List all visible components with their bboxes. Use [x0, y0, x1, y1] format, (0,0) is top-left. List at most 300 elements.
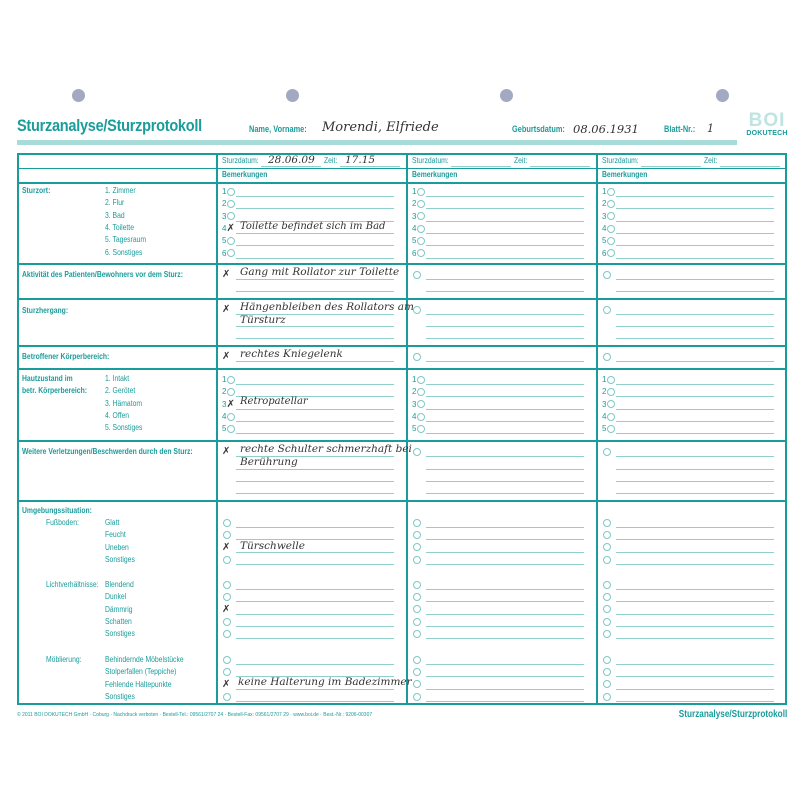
- write-line: [426, 421, 584, 422]
- write-line: [236, 638, 394, 639]
- option-checkbox[interactable]: [412, 592, 421, 602]
- option-checkbox[interactable]: [222, 305, 230, 315]
- sheet-number-label: Blatt-Nr.:: [664, 124, 696, 134]
- option-checkbox[interactable]: [222, 692, 231, 702]
- option-checkbox[interactable]: [602, 667, 611, 677]
- option-number: 5: [412, 424, 417, 434]
- option-checkbox[interactable]: [602, 249, 615, 259]
- handwritten-note[interactable]: Gang mit Rollator zur Toilette: [240, 266, 400, 278]
- handwritten-note[interactable]: Hängenbleiben des Rollators am: [240, 301, 414, 313]
- option-checkbox[interactable]: [602, 236, 615, 246]
- option-checkbox[interactable]: [222, 592, 231, 602]
- option-checkbox[interactable]: [602, 605, 611, 615]
- option-checkbox[interactable]: [412, 412, 425, 422]
- fussboden-option: Feucht: [105, 530, 126, 540]
- check-x-icon: ✗: [222, 603, 231, 615]
- option-checkbox[interactable]: [412, 375, 425, 385]
- circle-icon: [417, 200, 425, 208]
- write-line: [426, 676, 584, 677]
- option-checkbox[interactable]: [222, 387, 235, 397]
- name-field[interactable]: Morendi, Elfriede: [322, 120, 439, 135]
- write-line: [616, 245, 774, 246]
- option-number: 5: [222, 424, 227, 434]
- option-checkbox[interactable]: [602, 680, 611, 690]
- handwritten-note[interactable]: Türschwelle: [240, 540, 305, 552]
- circle-icon: [413, 519, 421, 527]
- label-verletzungen: Weitere Verletzungen/Beschwerden durch den Sturz:: [22, 447, 193, 456]
- punch-hole: [286, 89, 299, 102]
- label-fussboden: Fußboden:: [46, 518, 79, 527]
- write-line: [426, 493, 584, 494]
- option-number: 4: [602, 411, 607, 421]
- option-checkbox[interactable]: [222, 352, 230, 362]
- option-checkbox[interactable]: [412, 655, 421, 665]
- option-checkbox[interactable]: [602, 424, 615, 434]
- option-checkbox[interactable]: [222, 270, 230, 280]
- handwritten-note[interactable]: Retropatellar: [240, 396, 308, 407]
- option-checkbox[interactable]: [412, 667, 421, 677]
- write-line: [616, 638, 774, 639]
- circle-icon: [603, 519, 611, 527]
- fall-time-field[interactable]: 17.15: [345, 154, 376, 166]
- option-checkbox[interactable]: [412, 530, 421, 540]
- write-line: [236, 601, 394, 602]
- circle-icon: [603, 353, 611, 361]
- check-x-icon: ✗: [222, 446, 231, 457]
- time-line: [530, 166, 590, 167]
- option-checkbox[interactable]: [222, 530, 231, 540]
- write-line: [236, 409, 394, 410]
- write-line: [236, 361, 394, 362]
- label-moeblierung: Möblierung:: [46, 655, 82, 664]
- write-line: [616, 279, 774, 280]
- circle-icon: [603, 668, 611, 676]
- write-line: [236, 208, 394, 209]
- write-line: [426, 552, 584, 553]
- fall-date-field[interactable]: 28.06.09: [268, 154, 315, 166]
- check-x-icon: ✗: [222, 304, 231, 315]
- write-line: [236, 481, 394, 482]
- option-number: 1: [412, 375, 417, 384]
- check-x-icon: ✗: [222, 541, 231, 553]
- licht-option: Blendend: [105, 580, 134, 589]
- write-line: [616, 481, 774, 482]
- circle-icon: [223, 668, 231, 676]
- handwritten-note[interactable]: keine Halterung im Badezimmer: [238, 676, 412, 688]
- sturzort-option: 3. Bad: [105, 210, 125, 220]
- circle-icon: [417, 249, 425, 257]
- write-line: [616, 338, 774, 339]
- write-line: [236, 469, 394, 470]
- write-line: [426, 601, 584, 602]
- date-line: [451, 166, 511, 167]
- option-number: 4: [412, 411, 417, 421]
- option-checkbox[interactable]: [602, 305, 611, 315]
- circle-icon: [413, 656, 421, 664]
- option-number: 5: [602, 236, 607, 246]
- hautzustand-option: 5. Sonstiges: [105, 423, 143, 433]
- option-checkbox[interactable]: [412, 543, 421, 553]
- label-sturzort: Sturzort:: [22, 186, 51, 195]
- write-line: [426, 433, 584, 434]
- punch-hole: [72, 89, 85, 102]
- option-checkbox[interactable]: [412, 580, 421, 590]
- write-line: [236, 384, 394, 385]
- remarks-label: Bemerkungen: [602, 170, 648, 179]
- write-line: [426, 564, 584, 565]
- write-line: [616, 676, 774, 677]
- circle-icon: [413, 668, 421, 676]
- option-number: 1: [222, 187, 227, 196]
- write-line: [616, 326, 774, 327]
- circle-icon: [227, 200, 235, 208]
- write-line: [616, 564, 774, 565]
- option-number: 4: [602, 223, 607, 233]
- option-checkbox[interactable]: [602, 270, 611, 280]
- option-checkbox[interactable]: [602, 400, 615, 410]
- circle-icon: [417, 376, 425, 384]
- circle-icon: [603, 271, 611, 279]
- option-checkbox[interactable]: [602, 530, 611, 540]
- handwritten-note[interactable]: rechtes Kniegelenk: [240, 348, 343, 360]
- label-aktivitaet: Aktivität des Patienten/Bewohners vor dem Sturz:: [22, 270, 183, 279]
- option-checkbox[interactable]: [602, 580, 611, 590]
- option-number: 2: [222, 387, 227, 397]
- label-umgebung: Umgebungssituation:: [22, 506, 92, 515]
- circle-icon: [607, 388, 615, 396]
- option-checkbox[interactable]: [412, 629, 421, 639]
- write-line: [236, 701, 394, 702]
- circle-icon: [227, 425, 235, 433]
- option-checkbox[interactable]: [602, 629, 611, 639]
- footer-imprint: © 2011 BOI DOKUTECH GmbH · Coburg · Nachdruck verboten · Bestell-Tel.: 09561/2707 24 · Bestell-Fax: 09561/2707 29 · www.boi.de · Best.-Nr.: 9206-00307: [17, 712, 373, 718]
- column-divider: [406, 155, 408, 703]
- write-line: [616, 433, 774, 434]
- hautzustand-option: 2. Gerötet: [105, 386, 136, 396]
- page-title: Sturzanalyse/Sturzprotokoll: [17, 117, 202, 135]
- option-checkbox[interactable]: [222, 400, 234, 410]
- option-number: 6: [602, 248, 607, 258]
- option-checkbox[interactable]: [412, 555, 421, 565]
- write-line: [616, 233, 774, 234]
- write-line: [236, 258, 394, 259]
- licht-option: Sonstiges: [105, 629, 135, 639]
- check-x-icon: ✗: [226, 398, 235, 410]
- column-divider: [596, 155, 598, 703]
- write-line: [426, 664, 584, 665]
- write-line: [426, 409, 584, 410]
- option-checkbox[interactable]: [412, 224, 425, 234]
- circle-icon: [607, 425, 615, 433]
- handwritten-note[interactable]: rechte Schulter schmerzhaft bei: [240, 443, 412, 455]
- write-line: [616, 221, 774, 222]
- write-line: [426, 469, 584, 470]
- write-line: [616, 384, 774, 385]
- option-checkbox[interactable]: [222, 236, 235, 246]
- option-checkbox[interactable]: [412, 187, 425, 197]
- option-checkbox[interactable]: [602, 352, 611, 362]
- circle-icon: [607, 237, 615, 245]
- write-line: [616, 361, 774, 362]
- option-checkbox[interactable]: [412, 692, 421, 702]
- write-line: [236, 279, 394, 280]
- moeblierung-option: Fehlende Haltepunkte: [105, 679, 172, 689]
- write-line: [616, 493, 774, 494]
- fussboden-option: Glatt: [105, 518, 120, 527]
- footer-title: Sturzanalyse/Sturzprotokoll: [678, 709, 787, 720]
- circle-icon: [417, 388, 425, 396]
- write-line: [426, 614, 584, 615]
- circle-icon: [223, 618, 231, 626]
- write-line: [236, 614, 394, 615]
- label-koerperbereich: Betroffener Körperbereich:: [22, 352, 110, 361]
- circle-icon: [417, 425, 425, 433]
- circle-icon: [607, 249, 615, 257]
- write-line: [616, 614, 774, 615]
- option-checkbox[interactable]: [222, 187, 235, 197]
- option-number: 5: [222, 236, 227, 246]
- punch-hole: [500, 89, 513, 102]
- option-checkbox[interactable]: [222, 580, 231, 590]
- time-line: [720, 166, 780, 167]
- logo-text: DOKUTECH: [746, 130, 788, 137]
- write-line: [616, 701, 774, 702]
- logo-mark: BOI: [748, 110, 786, 131]
- option-checkbox[interactable]: [222, 212, 235, 222]
- option-checkbox[interactable]: [412, 400, 425, 410]
- sturzort-option: 2. Flur: [105, 198, 125, 208]
- option-checkbox[interactable]: [222, 375, 235, 385]
- write-line: [426, 589, 584, 590]
- option-number: 5: [602, 424, 607, 434]
- time-label: Zeit:: [324, 156, 338, 165]
- circle-icon: [603, 630, 611, 638]
- option-checkbox[interactable]: [412, 270, 421, 280]
- write-line: [236, 564, 394, 565]
- option-checkbox[interactable]: [412, 387, 425, 397]
- circle-icon: [413, 581, 421, 589]
- option-checkbox[interactable]: [412, 212, 425, 222]
- option-checkbox[interactable]: [222, 447, 230, 457]
- write-line: [426, 456, 584, 457]
- check-x-icon: ✗: [222, 678, 231, 690]
- circle-icon: [223, 593, 231, 601]
- date-line: [261, 166, 321, 167]
- option-checkbox[interactable]: [602, 592, 611, 602]
- circle-icon: [417, 237, 425, 245]
- option-checkbox[interactable]: [222, 518, 231, 528]
- option-checkbox[interactable]: [602, 447, 611, 457]
- label-sturzhergang: Sturzhergang:: [22, 306, 69, 315]
- option-checkbox[interactable]: [602, 655, 611, 665]
- circle-icon: [413, 605, 421, 613]
- write-line: [426, 196, 584, 197]
- write-line: [236, 527, 394, 528]
- write-line: [236, 626, 394, 627]
- option-checkbox[interactable]: [602, 387, 615, 397]
- option-checkbox[interactable]: [222, 680, 230, 690]
- circle-icon: [603, 618, 611, 626]
- option-number: 2: [412, 387, 417, 397]
- circle-icon: [417, 188, 425, 196]
- option-checkbox[interactable]: [222, 667, 231, 677]
- option-checkbox[interactable]: [222, 199, 235, 209]
- check-x-icon: ✗: [222, 351, 231, 362]
- circle-icon: [227, 237, 235, 245]
- write-line: [616, 664, 774, 665]
- write-line: [426, 384, 584, 385]
- option-number: 3: [412, 399, 417, 409]
- logo: [742, 112, 792, 137]
- option-checkbox[interactable]: [222, 424, 235, 434]
- handwritten-note[interactable]: Toilette befindet sich im Bad: [240, 221, 386, 232]
- option-checkbox[interactable]: [222, 655, 231, 665]
- option-checkbox[interactable]: [222, 249, 235, 259]
- time-label: Zeit:: [704, 156, 718, 165]
- option-checkbox[interactable]: [602, 212, 615, 222]
- write-line: [616, 589, 774, 590]
- option-checkbox[interactable]: [602, 199, 615, 209]
- circle-icon: [227, 413, 235, 421]
- write-line: [616, 539, 774, 540]
- handwritten-note[interactable]: Türsturz: [240, 314, 286, 326]
- option-number: 1: [602, 375, 607, 384]
- circle-icon: [223, 519, 231, 527]
- moeblierung-option: Stolperfallen (Teppiche): [105, 667, 177, 677]
- option-number: 3: [602, 399, 607, 409]
- option-number: 2: [602, 387, 607, 397]
- option-checkbox[interactable]: [412, 447, 421, 457]
- handwritten-note[interactable]: Berührung: [240, 456, 298, 468]
- circle-icon: [413, 680, 421, 688]
- remarks-label: Bemerkungen: [412, 170, 458, 179]
- row-divider: [19, 500, 785, 502]
- option-checkbox[interactable]: [602, 518, 611, 528]
- option-number: 1: [602, 187, 607, 196]
- write-line: [426, 314, 584, 315]
- option-number: 3: [412, 211, 417, 221]
- option-checkbox[interactable]: [602, 692, 611, 702]
- header-band: [17, 140, 737, 145]
- label-hautzustand-1: Hautzustand im: [22, 374, 73, 383]
- option-checkbox[interactable]: [222, 412, 235, 422]
- circle-icon: [607, 413, 615, 421]
- option-number: 3: [222, 211, 227, 221]
- write-line: [426, 258, 584, 259]
- circle-icon: [413, 448, 421, 456]
- moeblierung-option: Behindernde Möbelstücke: [105, 655, 184, 664]
- write-line: [616, 469, 774, 470]
- circle-icon: [413, 593, 421, 601]
- circle-icon: [417, 225, 425, 233]
- row-divider: [19, 345, 785, 347]
- option-checkbox[interactable]: [222, 605, 230, 615]
- option-checkbox[interactable]: [412, 605, 421, 615]
- sheet-number-field[interactable]: 1: [707, 122, 714, 135]
- option-checkbox[interactable]: [602, 412, 615, 422]
- write-line: [426, 361, 584, 362]
- option-checkbox[interactable]: [412, 352, 421, 362]
- circle-icon: [607, 188, 615, 196]
- option-number: 4: [412, 223, 417, 233]
- option-checkbox[interactable]: [602, 543, 611, 553]
- write-line: [616, 208, 774, 209]
- circle-icon: [603, 593, 611, 601]
- option-number: 2: [602, 199, 607, 209]
- write-line: [426, 208, 584, 209]
- write-line: [616, 409, 774, 410]
- option-checkbox[interactable]: [222, 543, 230, 553]
- write-line: [426, 245, 584, 246]
- option-checkbox[interactable]: [222, 629, 231, 639]
- circle-icon: [227, 249, 235, 257]
- write-line: [426, 481, 584, 482]
- circle-icon: [413, 618, 421, 626]
- circle-icon: [607, 212, 615, 220]
- write-line: [426, 527, 584, 528]
- circle-icon: [223, 531, 231, 539]
- sturzort-option: 1. Zimmer: [105, 186, 136, 195]
- circle-icon: [603, 531, 611, 539]
- option-checkbox[interactable]: [602, 224, 615, 234]
- option-checkbox[interactable]: [412, 199, 425, 209]
- option-number: 4: [222, 224, 227, 233]
- fussboden-option: Uneben: [105, 542, 129, 552]
- option-checkbox[interactable]: [222, 617, 231, 627]
- birthdate-field[interactable]: 08.06.1931: [573, 122, 639, 136]
- write-line: [426, 326, 584, 327]
- write-line: [426, 689, 584, 690]
- write-line: [616, 421, 774, 422]
- option-checkbox[interactable]: [412, 249, 425, 259]
- option-checkbox[interactable]: [602, 617, 611, 627]
- write-line: [426, 233, 584, 234]
- circle-icon: [227, 388, 235, 396]
- option-checkbox[interactable]: [412, 305, 421, 315]
- option-checkbox[interactable]: [602, 555, 611, 565]
- sturzort-option: 4. Toilette: [105, 222, 134, 232]
- write-line: [616, 291, 774, 292]
- circle-icon: [413, 271, 421, 279]
- circle-icon: [417, 400, 425, 408]
- option-checkbox[interactable]: [222, 224, 234, 234]
- circle-icon: [223, 693, 231, 701]
- time-label: Zeit:: [514, 156, 528, 165]
- date-label: Sturzdatum:: [412, 156, 449, 165]
- circle-icon: [413, 556, 421, 564]
- write-line: [426, 626, 584, 627]
- option-checkbox[interactable]: [412, 518, 421, 528]
- option-checkbox[interactable]: [412, 680, 421, 690]
- write-line: [426, 338, 584, 339]
- circle-icon: [413, 630, 421, 638]
- circle-icon: [227, 212, 235, 220]
- write-line: [236, 233, 394, 234]
- option-checkbox[interactable]: [222, 555, 231, 565]
- write-line: [616, 258, 774, 259]
- option-checkbox[interactable]: [412, 617, 421, 627]
- option-checkbox[interactable]: [602, 375, 615, 385]
- option-checkbox[interactable]: [602, 187, 615, 197]
- date-label: Sturzdatum:: [602, 156, 639, 165]
- option-checkbox[interactable]: [412, 424, 425, 434]
- time-line: [340, 166, 400, 167]
- label-licht: Lichtverhältnisse:: [46, 580, 99, 589]
- circle-icon: [603, 448, 611, 456]
- option-checkbox[interactable]: [412, 236, 425, 246]
- circle-icon: [603, 605, 611, 613]
- write-line: [426, 279, 584, 280]
